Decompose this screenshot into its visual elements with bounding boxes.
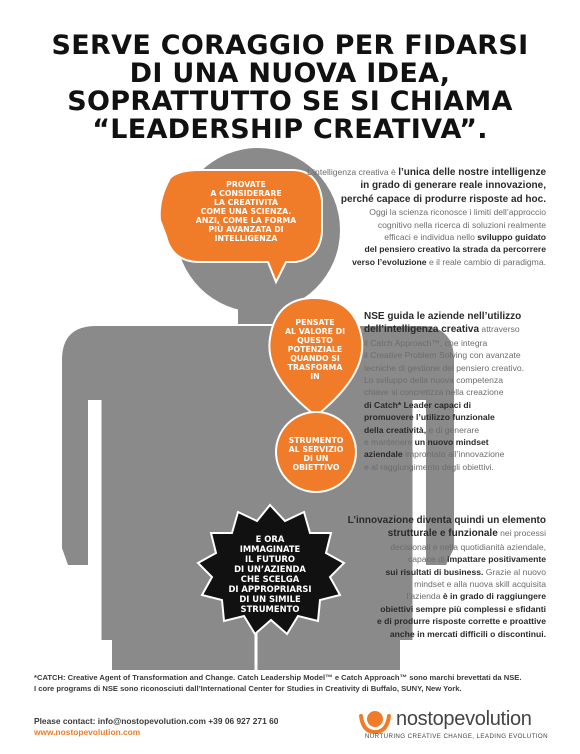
starburst-text [216,534,324,614]
logo-wordmark: nostopevolution [396,708,532,730]
drop-text-line: POTENZIALE [287,345,343,354]
brain-text-line: COME UNA SCIENZA. [200,207,292,216]
logo-swirl-icon [358,706,392,734]
website-link[interactable]: www.nostopevolution.com [34,727,141,737]
brain-bubble-text [176,180,316,243]
starburst-text-line: DI UN SIMILE [239,594,301,604]
drop-text-line: QUANDO SI [290,354,340,363]
brain-text-line: LA CREATIVITÀ [213,198,279,207]
contact-block [34,716,278,738]
drop-bubble-text [270,318,360,381]
brain-text-line: A CONSIDERARE [210,189,282,198]
starburst-text-line: DI UN’AZIENDA [234,564,306,574]
brain-text-line: ANZI, COME LA FORMA [195,216,297,225]
tool-text-line: DI UN [303,454,329,463]
paragraph-nse: NSE guida le aziende nell’utilizzo dell’intelligenza creativa attraverso il Catch Approach™, che integra il Creative Problem Solving con avanzate tecniche di gestione del pensiero creativo. Lo sviluppo della nuova competenza chiave si concretizza nella creazione di Catch* Leader capaci di promuovere l’utilizzo funzionale della creatività, e di generare e mantenere un nuovo mindset aziendale improntato all’innovazione e al raggiungimento degli obiettivi. [364,311,525,472]
nostopevolution-logo [358,704,548,744]
brain-text-line: INTELLIGENZA [214,234,278,243]
drop-text-line: AL VALORE DI [285,327,345,336]
contact-line: Please contact: info@nostopevolution.com +39 06 927 271 60 [34,716,279,726]
headline-line-4: “LEADERSHIP CREATIVA”. [92,114,488,145]
drop-text-line: IN [310,372,320,381]
footnote-line: *CATCH: Creative Agent of Transformation and Change. Catch Leadership Model™ e Catch Approach™ sono marchi brevettati da NSE. [34,673,522,682]
footnote [34,672,554,694]
drop-text-line: TRASFORMA [287,363,343,372]
headline-line-1: SERVE CORAGGIO PER FIDARSI [51,30,529,61]
paragraph-innovation: L’innovazione diventa quindi un elemento strutturale e funzionale nei processi decisionali e nella quotidianità aziendale, capace di impattare positivamente sui risultati di business. Grazie al nuovo mindset e alla nuova skill acquisita l’azienda è in grado di raggiungere obiettivi sempre più complessi e sfidanti e di produrre risposte corrette e proattive anche in mercati difficili o discontinui. [347,515,546,639]
starburst-text-line: STRUMENTO [240,604,300,614]
tool-text-line: AL SERVIZIO [288,445,344,454]
drop-text-line: QUESTO [297,336,333,345]
tool-text-line: STRUMENTO [288,436,344,445]
tool-text-line: OBIETTIVO [292,463,340,472]
brain-text-line: PROVATE [226,180,266,189]
footnote-line: I core programs di NSE sono riconosciuti dall’International Center for Studies in Creativity di Buffalo, SUNY, New York. [34,684,462,693]
starburst-text-line: DI APPROPRIARSI [228,584,312,594]
starburst-text-line: CHE SCELGA [240,574,300,584]
paragraph-intelligence: L’intelligenza creativa è l’unica delle nostre intelligenze in grado di generare reale innovazione, perché capace di produrre risposte ad hoc. Oggi la scienza riconosce i limiti dell’approccio cognitivo nella ricerca di soluzioni realmente efficaci e individua nello sviluppo guidato del pensiero creativo la strada da percorrere verso l’evoluzione e il reale cambio di paradigma. [306,167,546,267]
starburst-text-line: IL FUTURO [245,554,295,564]
drop-text-line: PENSATE [295,318,335,327]
headline-line-3: SOPRATTUTTO SE SI CHIAMA [67,86,513,117]
tool-bubble-text [276,436,356,472]
headline-line-2: DI UNA NUOVA IDEA, [129,58,451,89]
starburst-text-line: IMMAGINATE [239,544,301,554]
brain-text-line: PIÙ AVANZATA DI [208,225,284,234]
starburst-text-line: E ORA [255,534,285,544]
logo-tagline: NURTURING CREATIVE CHANGE, LEADING EVOLUTION [364,733,548,740]
